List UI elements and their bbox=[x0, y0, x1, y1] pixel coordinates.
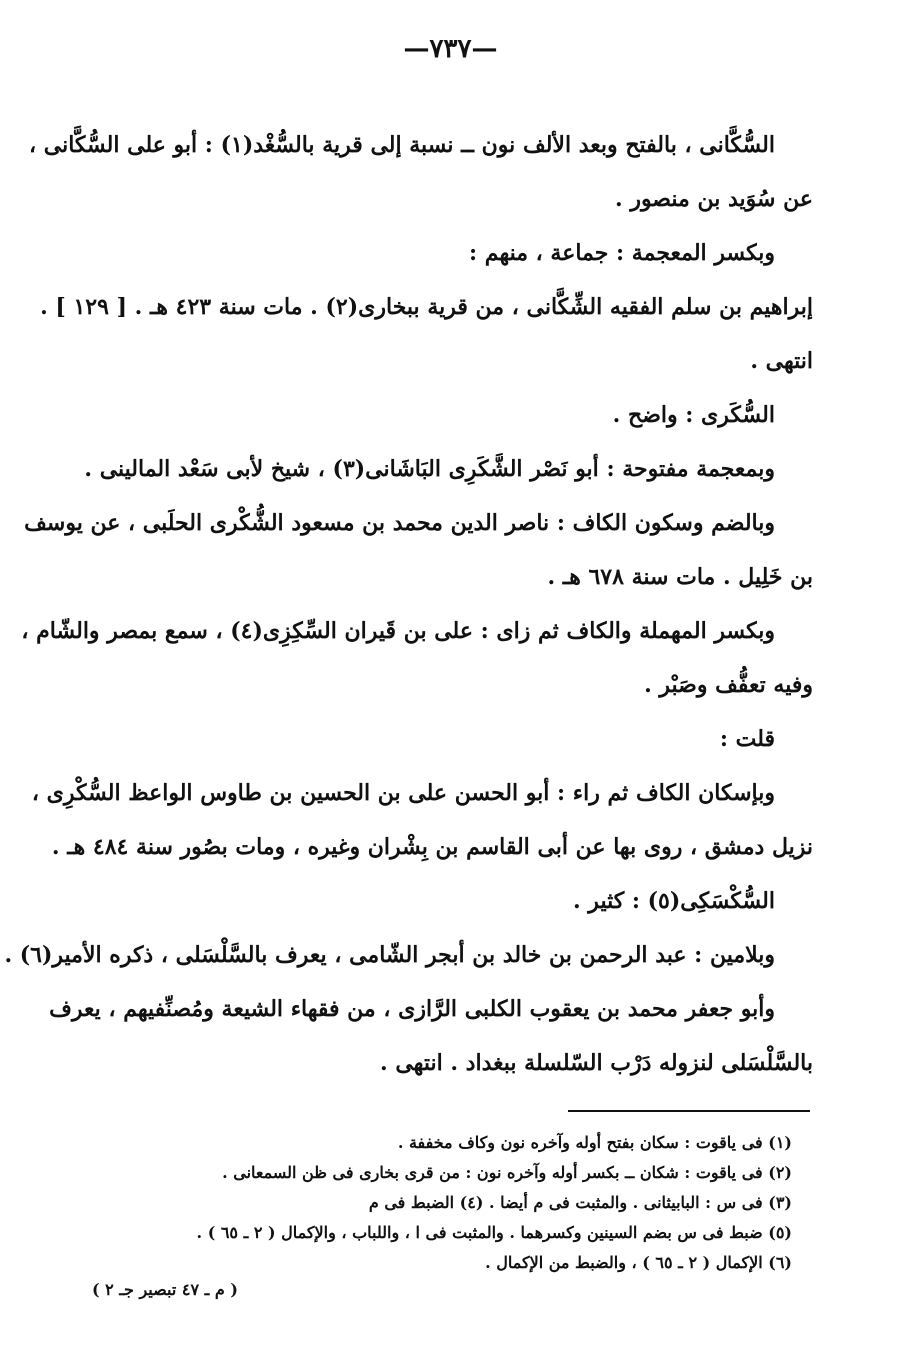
text-line: إبراهيم بن سلم الفقيه الشِّكَّانى ، من قرية ببخارى(٢) . مات سنة ٤٢٣ هـ . [ ١٢٩ ] . bbox=[40, 294, 813, 320]
footnotes bbox=[80, 1128, 792, 1278]
text-line: وأبو جعفر محمد بن يعقوب الكلبى الرَّازى ، من فقهاء الشيعة ومُصنِّفيهم ، يعرف bbox=[49, 996, 775, 1022]
footnote: (١) فى ياقوت : سكان بفتح أوله وآخره نون وكاف مخففة . bbox=[397, 1133, 792, 1152]
text-line: وبمعجمة مفتوحة : أبو نَصْر الشَّكَرِى البَاشَانى(٣) ، شيخ لأبى سَعْد المالينى . bbox=[84, 456, 775, 482]
footnote: (٣) فى س : البابيثانى . والمثبت فى م أيضا . (٤) الضبط فى م bbox=[368, 1193, 792, 1212]
footnote: (٥) ضبط فى س بضم السينين وكسرهما . والمثبت فى ا ، واللباب ، والإكمال ( ٢ ـ ٦٥ ) . bbox=[196, 1223, 792, 1242]
main-text bbox=[4, 118, 813, 1090]
text-line: وبكسر المهملة والكاف ثم زاى : على بن قَيران السِّكِزِى(٤) ، سمع بمصر والشّام ، bbox=[21, 618, 775, 644]
footnote: (٢) فى ياقوت : شكان ــ بكسر أوله وآخره نون : من قرى بخارى فى ظن السمعانى . bbox=[222, 1163, 792, 1182]
text-line: عن سُوَيد بن منصور . bbox=[615, 186, 813, 212]
footnote-separator bbox=[568, 1110, 810, 1112]
text-line: وبلامين : عبد الرحمن بن خالد بن أبجر الشّامى ، يعرف بالسَّلْسَلى ، ذكره الأمير(٦) . bbox=[4, 942, 775, 968]
footnote: (٦) الإكمال ( ٢ ـ ٦٥ ) ، والضبط من الإكمال . bbox=[485, 1253, 792, 1272]
text-line: السُّكَّانى ، بالفتح وبعد الألف نون ــ نسبة إلى قرية بالسُّغْد(١) : أبو على السُّكَّانى ، bbox=[28, 132, 775, 158]
text-line: وبالضم وسكون الكاف : ناصر الدين محمد بن مسعود الشُّكْرى الحلَبى ، عن يوسف bbox=[24, 510, 775, 536]
text-line: وبإسكان الكاف ثم راء : أبو الحسن على بن الحسين بن طاوس الواعظ السُّكْرِى ، bbox=[31, 780, 775, 806]
text-line: بن خَلِيل . مات سنة ٦٧٨ هـ . bbox=[547, 564, 813, 590]
signature-mark: ( م ـ ٤٧ تبصير جـ ٢ ) bbox=[92, 1280, 238, 1299]
text-line: السُّكَرى : واضح . bbox=[612, 402, 775, 428]
text-line: نزيل دمشق ، روى بها عن أبى القاسم بن بِشْران وغيره ، ومات بصُور سنة ٤٨٤ هـ . bbox=[51, 834, 813, 860]
page-number: —٧٣٧— bbox=[403, 34, 498, 64]
text-line: السُّكْسَكِى(٥) : كثير . bbox=[572, 888, 775, 914]
text-line: وفيه تعفُّف وصَبْر . bbox=[644, 672, 813, 698]
text-line: وبكسر المعجمة : جماعة ، منهم : bbox=[469, 240, 775, 266]
text-line: قلت : bbox=[719, 726, 775, 752]
text-line: بالسَّلْسَلى لنزوله دَرْب السّلسلة ببغداد . انتهى . bbox=[380, 1050, 813, 1076]
text-line: انتهى . bbox=[750, 348, 813, 374]
